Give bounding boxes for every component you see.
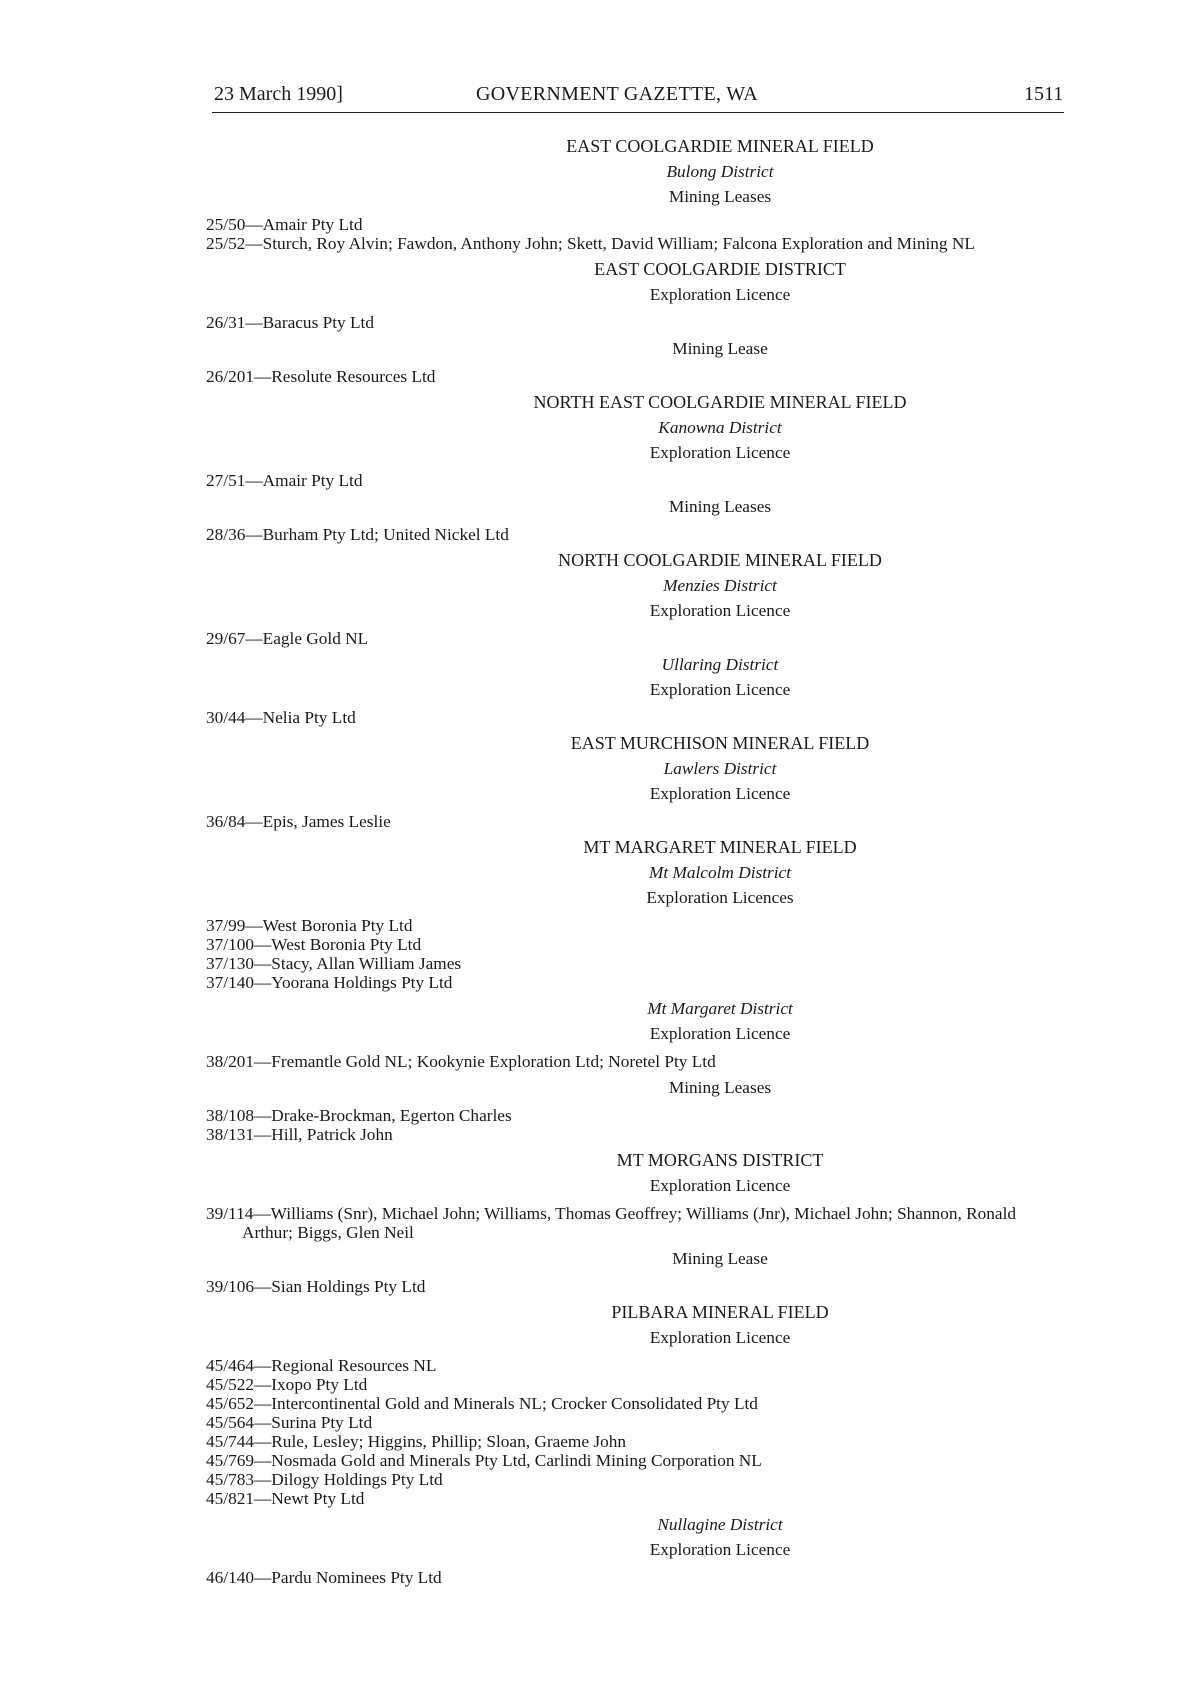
licence-type-heading: Mining Leases [668,187,772,206]
field-heading: NORTH EAST COOLGARDIE MINERAL FIELD [533,392,907,412]
tenement-entry: 30/44—Nelia Pty Ltd [206,708,356,727]
field-heading: EAST MURCHISON MINERAL FIELD [570,733,870,753]
tenement-entry: 38/201—Fremantle Gold NL; Kookynie Exploration Ltd; Noretel Pty Ltd [206,1052,716,1071]
licence-type-heading: Exploration Licence [649,1024,791,1043]
tenement-entry: 45/783—Dilogy Holdings Pty Ltd [206,1470,443,1489]
tenement-entry: 37/100—West Boronia Pty Ltd [206,935,422,954]
tenement-entry: 25/52—Sturch, Roy Alvin; Fawdon, Anthony John; Skett, David William; Falcona Exploration and Mining NL [206,234,975,253]
field-heading: EAST COOLGARDIE MINERAL FIELD [566,136,874,156]
gazette-title: GOVERNMENT GAZETTE, WA [476,83,758,105]
licence-type-heading: Exploration Licence [649,443,791,462]
licence-type-heading: Mining Leases [668,1078,772,1097]
licence-type-heading: Exploration Licence [649,601,791,620]
field-heading: MT MORGANS DISTRICT [616,1150,824,1170]
licence-type-heading: Exploration Licence [649,1540,791,1559]
licence-type-heading: Mining Lease [672,1249,768,1268]
tenement-entry: 26/31—Baracus Pty Ltd [206,313,374,332]
district-subheading: Ullaring District [661,655,779,674]
tenement-entry: 27/51—Amair Pty Ltd [206,471,363,490]
licence-type-heading: Exploration Licence [649,1328,791,1347]
tenement-entry: 28/36—Burham Pty Ltd; United Nickel Ltd [206,525,509,544]
tenement-entry: 45/564—Surina Pty Ltd [206,1413,373,1432]
district-subheading: Nullagine District [657,1515,783,1534]
district-subheading: Lawlers District [663,759,777,778]
district-subheading: Mt Malcolm District [648,863,792,882]
tenement-entry: 25/50—Amair Pty Ltd [206,215,363,234]
licence-type-heading: Exploration Licence [649,1176,791,1195]
licence-type-heading: Exploration Licence [649,285,791,304]
district-subheading: Menzies District [663,576,777,595]
tenement-entry: 26/201—Resolute Resources Ltd [206,367,436,386]
tenement-entry: 38/108—Drake-Brockman, Egerton Charles [206,1106,512,1125]
tenement-entry: 29/67—Eagle Gold NL [206,629,369,648]
tenement-entry: 37/99—West Boronia Pty Ltd [206,916,413,935]
tenement-entry: 38/131—Hill, Patrick John [206,1125,393,1144]
licence-type-heading: Mining Lease [672,339,768,358]
tenement-entry: 46/140—Pardu Nominees Pty Ltd [206,1568,442,1587]
tenement-entry: 37/130—Stacy, Allan William James [206,954,462,973]
licence-type-heading: Mining Leases [668,497,772,516]
tenement-entry: 37/140—Yoorana Holdings Pty Ltd [206,973,453,992]
tenement-entry: 45/464—Regional Resources NL [206,1356,437,1375]
notice-body [206,134,1064,1587]
licence-type-heading: Exploration Licence [649,680,791,699]
district-subheading: Bulong District [666,162,774,181]
field-heading: PILBARA MINERAL FIELD [611,1302,829,1322]
field-heading: EAST COOLGARDIE DISTRICT [594,259,846,279]
district-subheading: Mt Margaret District [647,999,793,1018]
district-subheading: Kanowna District [658,418,782,437]
header-rule [212,112,1064,113]
tenement-entry: 45/522—Ixopo Pty Ltd [206,1375,368,1394]
tenement-entry: 45/744—Rule, Lesley; Higgins, Phillip; Sloan, Graeme John [206,1432,626,1451]
tenement-entry: 45/652—Intercontinental Gold and Minerals NL; Crocker Consolidated Pty Ltd [206,1394,758,1413]
field-heading: MT MARGARET MINERAL FIELD [583,837,857,857]
tenement-entry: 45/769—Nosmada Gold and Minerals Pty Ltd, Carlindi Mining Corporation NL [206,1451,762,1470]
tenement-entry: 45/821—Newt Pty Ltd [206,1489,365,1508]
tenement-entry: 39/106—Sian Holdings Pty Ltd [206,1277,426,1296]
page-number: 1511 [1024,83,1064,105]
licence-type-heading: Exploration Licence [649,784,791,803]
tenement-entry: 36/84—Epis, James Leslie [206,812,391,831]
issue-date: 23 March 1990] [214,83,343,105]
field-heading: NORTH COOLGARDIE MINERAL FIELD [558,550,882,570]
tenement-entry: 39/114—Williams (Snr), Michael John; Williams, Thomas Geoffrey; Williams (Jnr), Michael John; Shannon, Ronald Arthur; Biggs, Glen Neil [206,1204,1017,1242]
licence-type-heading: Exploration Licences [646,888,794,907]
